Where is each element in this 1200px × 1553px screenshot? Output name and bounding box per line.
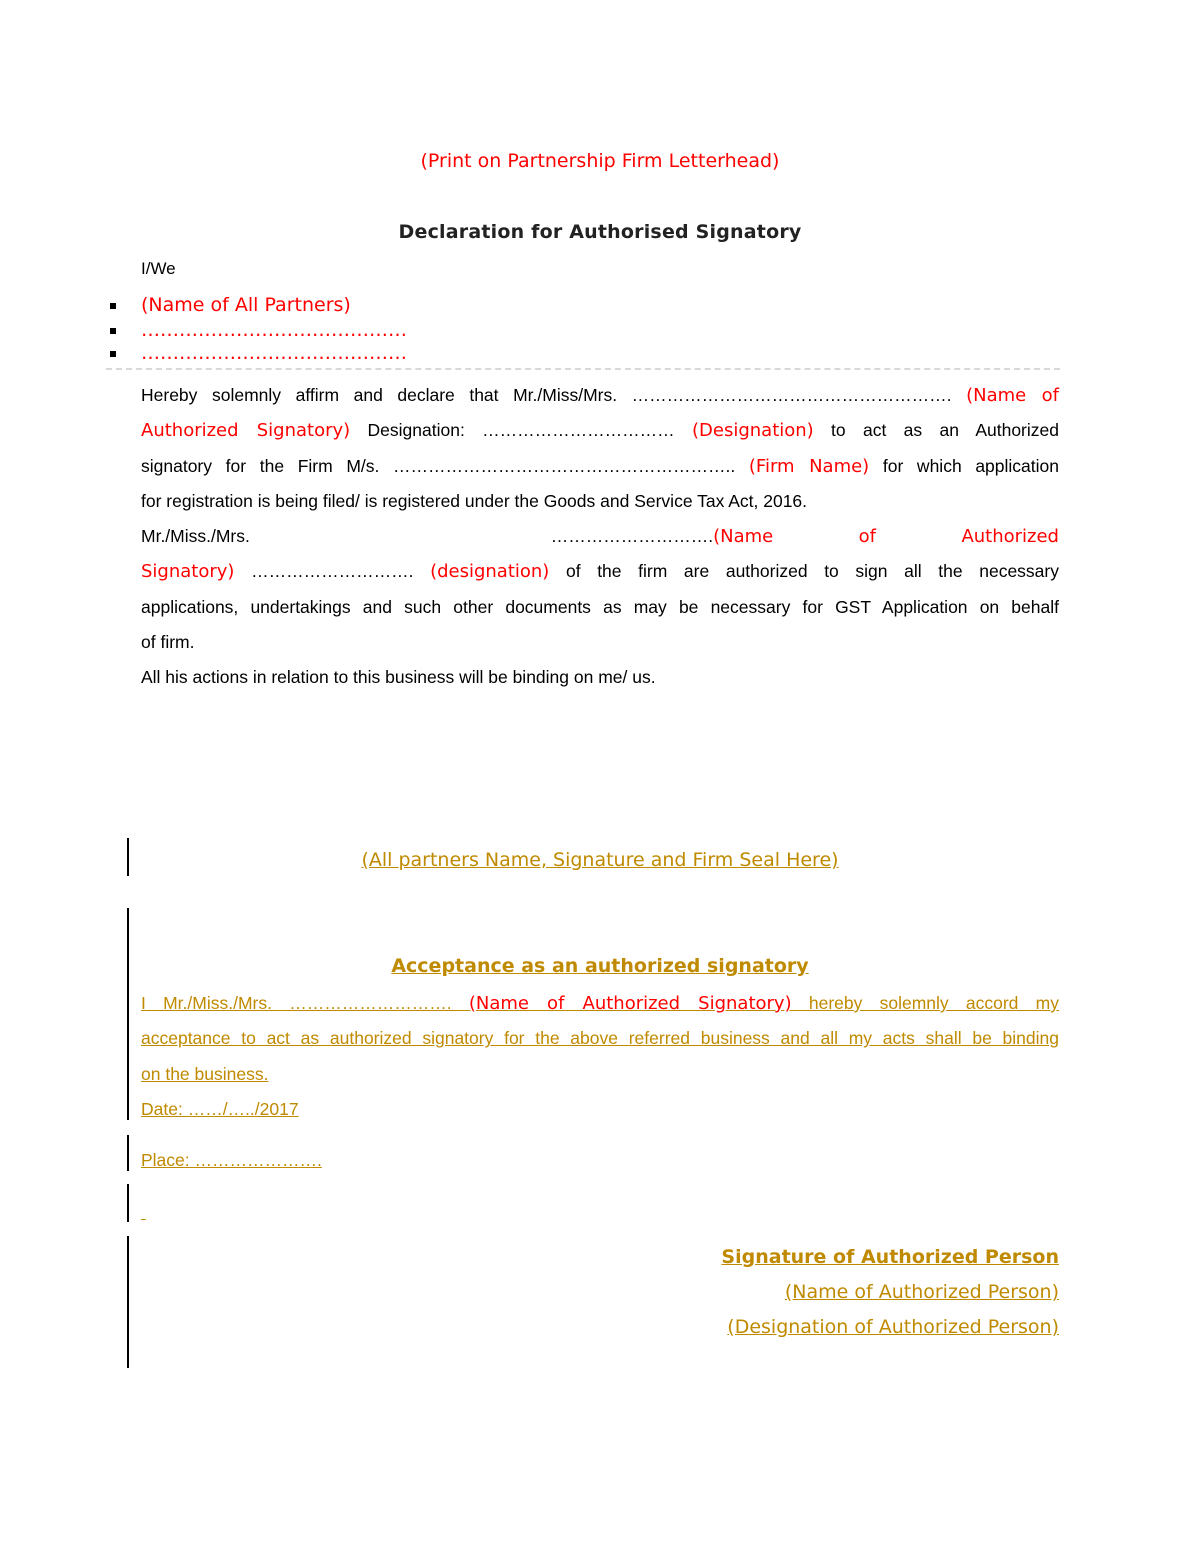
- bullet-icon: [110, 351, 116, 357]
- bullet-icon: [110, 328, 116, 334]
- acceptance-line: on the business.: [141, 1063, 269, 1084]
- declaration-line: Authorized Signatory) Designation: …………………………… (Designation) to act as an Authorized: [141, 420, 1059, 442]
- document-title: Declaration for Authorised Signatory: [398, 221, 802, 243]
- change-bar: [127, 908, 129, 1120]
- change-bar: [127, 1135, 129, 1171]
- partner-name: ……………………………………: [141, 319, 407, 341]
- declaration-line: Mr./Miss./Mrs. ……………………….(Name of Authorized: [141, 526, 1059, 548]
- declaration-line: for registration is being filed/ is registered under the Goods and Service Tax Act, 2016.: [141, 490, 808, 511]
- date-line: Date: ……/…../2017: [141, 1098, 299, 1119]
- declaration-line: Signatory) ………………………. (designation) of the firm are authorized to sign all the necessary: [141, 561, 1059, 583]
- change-bar: [127, 1236, 129, 1368]
- declaration-line: Hereby solemnly affirm and declare that Mr./Miss/Mrs. ………………………………………………. (Name of: [141, 385, 1059, 406]
- acceptance-title: Acceptance as an authorized signatory: [391, 955, 809, 977]
- declaration-line: of firm.: [141, 632, 195, 653]
- declaration-paragraph: [141, 378, 1059, 696]
- declaration-line: signatory for the Firm M/s. ………………………………………………….. (Firm Name) for which application: [141, 455, 1059, 477]
- declaration-line: applications, undertakings and such other documents as may be necessary for GST Application on behalf: [141, 596, 1059, 617]
- acceptance-line: acceptance to act as authorized signatory for the above referred business and all my acts shall be binding: [141, 1028, 1059, 1049]
- section-divider: [106, 368, 1060, 370]
- bullet-icon: [110, 303, 116, 309]
- declaration-line: All his actions in relation to this business will be binding on me/ us.: [141, 667, 656, 688]
- change-bar: [127, 1184, 129, 1222]
- blank-line: [141, 1202, 146, 1223]
- salutation: I/We: [141, 259, 176, 278]
- seal-note: (All partners Name, Signature and Firm Seal Here): [361, 849, 839, 871]
- partner-name: ……………………………………: [141, 342, 407, 364]
- partner-name: (Name of All Partners): [141, 294, 351, 316]
- place-line: Place: ………………….: [141, 1150, 322, 1170]
- signatory-designation: (Designation of Authorized Person): [727, 1316, 1059, 1338]
- letterhead-note: (Print on Partnership Firm Letterhead): [420, 150, 780, 172]
- acceptance-line: I Mr./Miss./Mrs. ………………………. (Name of Authorized Signatory) hereby solemnly accord my: [141, 993, 1059, 1014]
- signature-heading: Signature of Authorized Person: [721, 1246, 1059, 1268]
- signatory-name: (Name of Authorized Person): [784, 1281, 1059, 1303]
- acceptance-paragraph: [141, 986, 1059, 1127]
